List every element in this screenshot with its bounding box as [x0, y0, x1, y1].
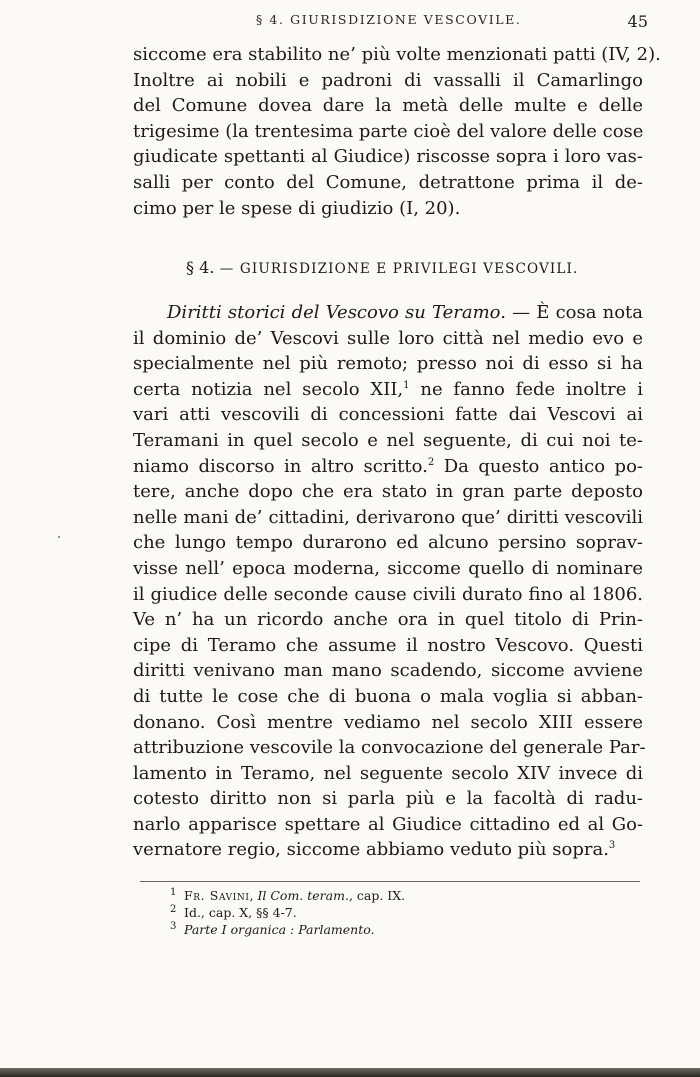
- text-line: vernatore regio, siccome abbiamo veduto più sopra.$^3$: [133, 839, 616, 861]
- text-line: il dominio de’ Vescovi sulle loro città nel medio evo e: [133, 327, 643, 349]
- run-in-heading: Diritti storici del Vescovo su Teramo.: [167, 302, 506, 323]
- text-line: narlo apparisce spettare al Giudice cittadino ed al Go-: [133, 813, 643, 835]
- page-bottom-edge: [0, 1068, 700, 1077]
- text-line: Inoltre ai nobili e padroni di vassalli il Camarlingo: [133, 69, 643, 91]
- section-symbol: § 4.: [186, 258, 215, 277]
- text-line: salli per conto del Comune, detrattone prima il de-: [133, 171, 643, 193]
- text-line: che lungo tempo durarono ed alcuno persino soprav-: [133, 532, 643, 554]
- footnote-title: Il Com. teram.: [257, 888, 349, 903]
- footnote-ref: 1: [403, 379, 410, 391]
- body-paragraph: [133, 300, 646, 863]
- text-line: cotesto diritto non si parla più e la facoltà di radu-: [133, 788, 643, 810]
- footnotes: [170, 887, 630, 939]
- text-line: Diritti storici del Vescovo su Teramo. — È cosa nota: [167, 302, 644, 323]
- text-line: lamento in Teramo, nel seguente secolo XIV invece di: [133, 762, 643, 784]
- footnote: $^3$ Parte I organica : Parlamento.: [170, 921, 375, 938]
- margin-speck: [58, 536, 60, 538]
- text-line: cimo per le spese di giudizio (I, 20).: [133, 197, 461, 219]
- text-line: trigesime (la trentesima parte cioè del valore delle cose: [133, 120, 644, 142]
- footnote: $^2$ Id., cap. X, §§ 4-7.: [170, 904, 297, 921]
- text-line: Teramani in quel secolo e nel seguente, di cui noi te-: [133, 429, 643, 451]
- text-line: attribuzione vescovile la convocazione del generale Par-: [133, 737, 646, 759]
- text-line: donano. Così mentre vediamo nel secolo XIII essere: [133, 711, 643, 733]
- text-line: giudicate spettanti al Giudice) riscosse sopra i loro vas-: [133, 146, 643, 168]
- text-line: tere, anche dopo che era stato in gran parte deposto: [133, 481, 643, 503]
- text-line: Ve n’ ha un ricordo anche ora in quel titolo di Prin-: [133, 609, 643, 631]
- footnote-title: Parte I organica : Parlamento.: [184, 922, 375, 938]
- text-line: cipe di Teramo che assume il nostro Vescovo. Questi: [133, 634, 643, 656]
- text-line: vari atti vescovili di concessioni fatte dai Vescovi ai: [133, 404, 643, 426]
- text-line: nelle mani de’ cittadini, derivarono que’ diritti vescovili: [133, 506, 643, 528]
- text-line: visse nell’ epoca moderna, siccome quello di nominare: [133, 557, 643, 579]
- text-line: siccome era stabilito ne’ più volte menzionati patti (IV, 2).: [133, 44, 661, 65]
- page-number: 45: [627, 12, 648, 31]
- footnote: $^1$ Fr. Savini, Il Com. teram., cap. IX.: [170, 886, 406, 903]
- running-head: § 4. GIURISDIZIONE VESCOVILE.: [256, 12, 522, 27]
- text-line: certa notizia nel secolo XII,$^1$ ne fanno fede inoltre i: [133, 378, 643, 400]
- text-line: di tutte le cose che di buona o mala voglia si abban-: [133, 685, 643, 707]
- footnote-author: Fr. Savini: [184, 888, 250, 903]
- footnote-ref: 2: [427, 456, 435, 468]
- footnote-rule: [140, 881, 640, 882]
- section-title: — GIURISDIZIONE E PRIVILEGI VESCOVILI.: [219, 261, 579, 277]
- text-line: niamo discorso in altro scritto.$^2$ Da questo antico po-: [133, 455, 643, 477]
- text-line: il giudice delle seconde cause civili durato fino al 1806.: [133, 583, 643, 605]
- continuation-paragraph: [133, 42, 661, 221]
- footnote-ref: 3: [608, 840, 616, 852]
- text-line: del Comune dovea dare la metà delle multe e delle: [133, 95, 643, 117]
- section-heading: [186, 258, 578, 277]
- text-line: diritti venivano man mano scadendo, siccome avviene: [133, 660, 643, 682]
- text-line: specialmente nel più remoto; presso noi di esso si ha: [133, 353, 643, 375]
